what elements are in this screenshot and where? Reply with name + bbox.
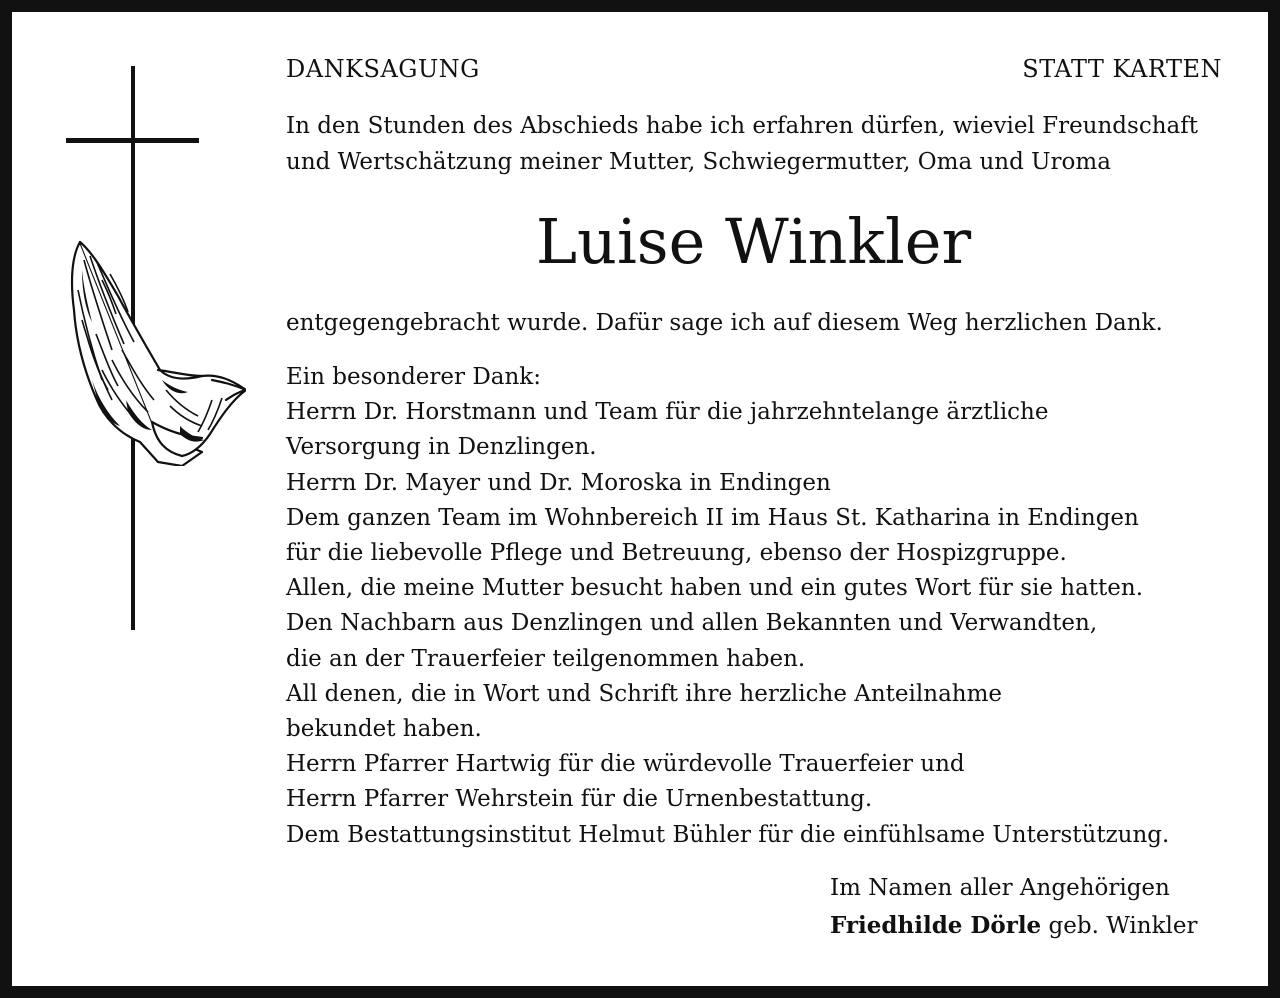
- signoff: [830, 870, 1198, 945]
- header-statt-karten: STATT KARTEN: [1022, 55, 1222, 83]
- thanks-line: die an der Trauerfeier teilgenommen haben.: [286, 645, 806, 672]
- thanks-line: Dem ganzen Team im Wohnbereich II im Haus St. Katharina in Endingen: [286, 504, 1139, 531]
- cross-icon-bar: [66, 138, 199, 143]
- intro-line: und Wertschätzung meiner Mutter, Schwiegermutter, Oma und Uroma: [286, 149, 1111, 175]
- thanks-line: für die liebevolle Pflege und Betreuung, ebenso der Hospizgruppe.: [286, 540, 1067, 567]
- signoff-name: Friedhilde Dörle: [830, 912, 1042, 939]
- thanks-line: Ein besonderer Dank:: [286, 364, 541, 390]
- thanks-line: Herrn Pfarrer Hartwig für die würdevolle Trauerfeier und: [286, 751, 965, 778]
- thanks-line: Den Nachbarn aus Denzlingen und allen Bekannten und Verwandten,: [286, 610, 1098, 637]
- thanks-line: Allen, die meine Mutter besucht haben und ein gutes Wort für sie hatten.: [286, 575, 1144, 602]
- thanks-line: Dem Bestattungsinstitut Helmut Bühler für die einfühlsame Unterstützung.: [286, 821, 1170, 848]
- praying-hands-icon: [62, 230, 246, 466]
- signoff-line: Im Namen aller Angehörigen: [830, 875, 1170, 901]
- intro-text: [286, 108, 1246, 180]
- intro-line: In den Stunden des Abschieds habe ich erfahren dürfen, wieviel Freundschaft: [286, 113, 1198, 139]
- header-danksagung: DANKSAGUNG: [286, 55, 480, 83]
- deceased-name: Luise Winkler: [535, 205, 972, 278]
- signoff-signature: [830, 907, 1198, 945]
- thanks-list: [286, 360, 1246, 853]
- thanks-line: Herrn Dr. Mayer und Dr. Moroska in Endingen: [286, 469, 831, 496]
- thanks-line: bekundet haben.: [286, 716, 482, 743]
- thanks-line: All denen, die in Wort und Schrift ihre herzliche Anteilnahme: [286, 680, 1003, 707]
- thanks-line: Herrn Dr. Horstmann und Team für die jahrzehntelange ärztliche: [286, 399, 1049, 426]
- signoff-suffix: geb. Winkler: [1048, 913, 1198, 939]
- thanks-line: Herrn Pfarrer Wehrstein für die Urnenbestattung.: [286, 786, 873, 813]
- after-name-text: entgegengebracht wurde. Dafür sage ich auf diesem Weg herzlichen Dank.: [286, 310, 1163, 336]
- thanks-line: Versorgung in Denzlingen.: [286, 434, 597, 461]
